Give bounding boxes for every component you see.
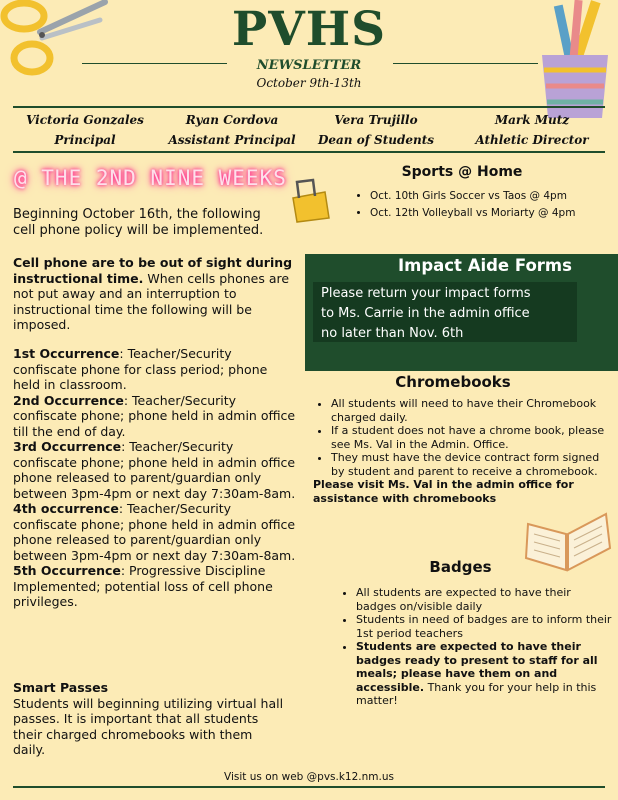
chromebooks-note: Please visit Ms. Val in the admin office for assistance with chromebooks (313, 478, 574, 505)
staff-name: Ryan Cordova (185, 113, 279, 127)
staff-bottom-rule (13, 151, 605, 153)
occurrence-label: 1st Occurrence (13, 346, 120, 361)
badges-bold-text: Students are expected to have their badges ready to present to staff for all meals; please have them on and accessible. (356, 640, 598, 694)
smart-passes-section (13, 680, 285, 758)
newsletter-title: PVHS (231, 2, 387, 57)
nine-weeks-banner: @ THE 2ND NINE WEEKS (14, 166, 287, 190)
badges-item: • All students are expected to have their badges on/visible daily (356, 586, 613, 613)
occurrence-item (13, 501, 298, 563)
occurrence-text: : Teacher/Security confiscate phone; phone held in admin office phone released to parent/guardian only between 3pm-4pm or next day 7:30am-8am. (13, 501, 296, 563)
impact-forms-title: Impact Aide Forms (398, 256, 572, 275)
staff-dean (310, 110, 442, 150)
policy-text: When cells phones are not put away and an interruption to instructional time the following will be imposed. (13, 270, 290, 332)
phone-policy-rule (13, 255, 298, 333)
chromebooks-item: • They must have the device contract form signed by student and parent to receive a chromebook. (331, 451, 613, 478)
badges-section (338, 558, 613, 708)
occurrence-text: : Progressive Discipline Implemented; potential loss of cell phone privileges. (13, 563, 273, 609)
occurrence-item (13, 393, 298, 440)
occurrence-list (13, 346, 298, 610)
badges-title: Badges (429, 558, 492, 576)
staff-assistant-principal (164, 110, 300, 150)
sports-item: • Oct. 10th Girls Soccer vs Taos @ 4pm (370, 188, 602, 205)
smart-passes-text: Students will beginning utilizing virtual hall passes. It is important that all students their charged chromebooks with them daily. (13, 695, 284, 757)
chromebooks-item: • All students will need to have their Chromebook charged daily. (331, 397, 613, 424)
sports-item: • Oct. 12th Volleyball vs Moriarty @ 4pm (370, 205, 602, 222)
sports-title: Sports @ Home (401, 164, 523, 180)
impact-line: no later than Nov. 6th (321, 326, 464, 341)
staff-role: Principal (54, 133, 116, 147)
phone-policy-intro: Beginning October 16th, the following cell phone policy will be implemented. (13, 207, 264, 238)
occurrence-text: : Teacher/Security confiscate phone; phone held in admin office till the end of day. (13, 392, 296, 439)
occurrence-label: 3rd Occurrence (13, 439, 122, 454)
badges-item (356, 640, 613, 708)
staff-name: Mark Mutz (494, 113, 570, 127)
newsletter-dates: October 9th-13th (256, 76, 362, 90)
occurrence-item (13, 346, 298, 393)
badges-item: • Students in need of badges are to inform their 1st period teachers (356, 613, 613, 640)
footer-rule (13, 786, 605, 788)
policy-bold-text: Cell phone are to be out of sight during instructional time. (13, 255, 293, 286)
staff-principal (16, 110, 154, 150)
smart-passes-title: Smart Passes (13, 680, 109, 695)
staff-role: Athletic Director (475, 133, 589, 147)
staff-name: Vera Trujillo (334, 113, 418, 127)
staff-role: Assistant Principal (168, 133, 296, 147)
occurrence-label: 4th occurrence (13, 501, 119, 516)
sports-section (352, 164, 602, 222)
badges-text: Thank you for your help in this matter! (356, 680, 597, 707)
binder-clip-icon (287, 178, 331, 224)
newsletter-subtitle: NEWSLETTER (256, 58, 362, 73)
occurrence-label: 5th Occurrence (13, 563, 121, 578)
staff-top-rule (13, 106, 605, 108)
staff-role: Dean of Students (317, 133, 435, 147)
impact-forms-message (321, 284, 581, 344)
staff-name: Victoria Gonzales (26, 113, 144, 127)
occurrence-text: : Teacher/Security confiscate phone; phone held in admin office phone released to parent/guardian only between 3pm-4pm or next day 7:30am-8am. (13, 439, 296, 501)
staff-athletic-director (458, 110, 606, 150)
chromebooks-item: • If a student does not have a chrome book, please see Ms. Val in the Admin. Office. (331, 424, 613, 451)
chromebooks-section (313, 373, 613, 505)
footer-web-link[interactable]: Visit us on web @pvs.k12.nm.us (224, 771, 394, 783)
occurrence-item (13, 439, 298, 501)
occurrence-item (13, 563, 298, 610)
impact-line: Please return your impact forms (321, 286, 531, 301)
occurrence-text: : Teacher/Security confiscate phone for class period; phone held in classroom. (13, 346, 268, 392)
impact-line: to Ms. Carrie in the admin office (321, 306, 530, 321)
occurrence-label: 2nd Occurrence (13, 392, 124, 408)
chromebooks-title: Chromebooks (395, 373, 511, 391)
